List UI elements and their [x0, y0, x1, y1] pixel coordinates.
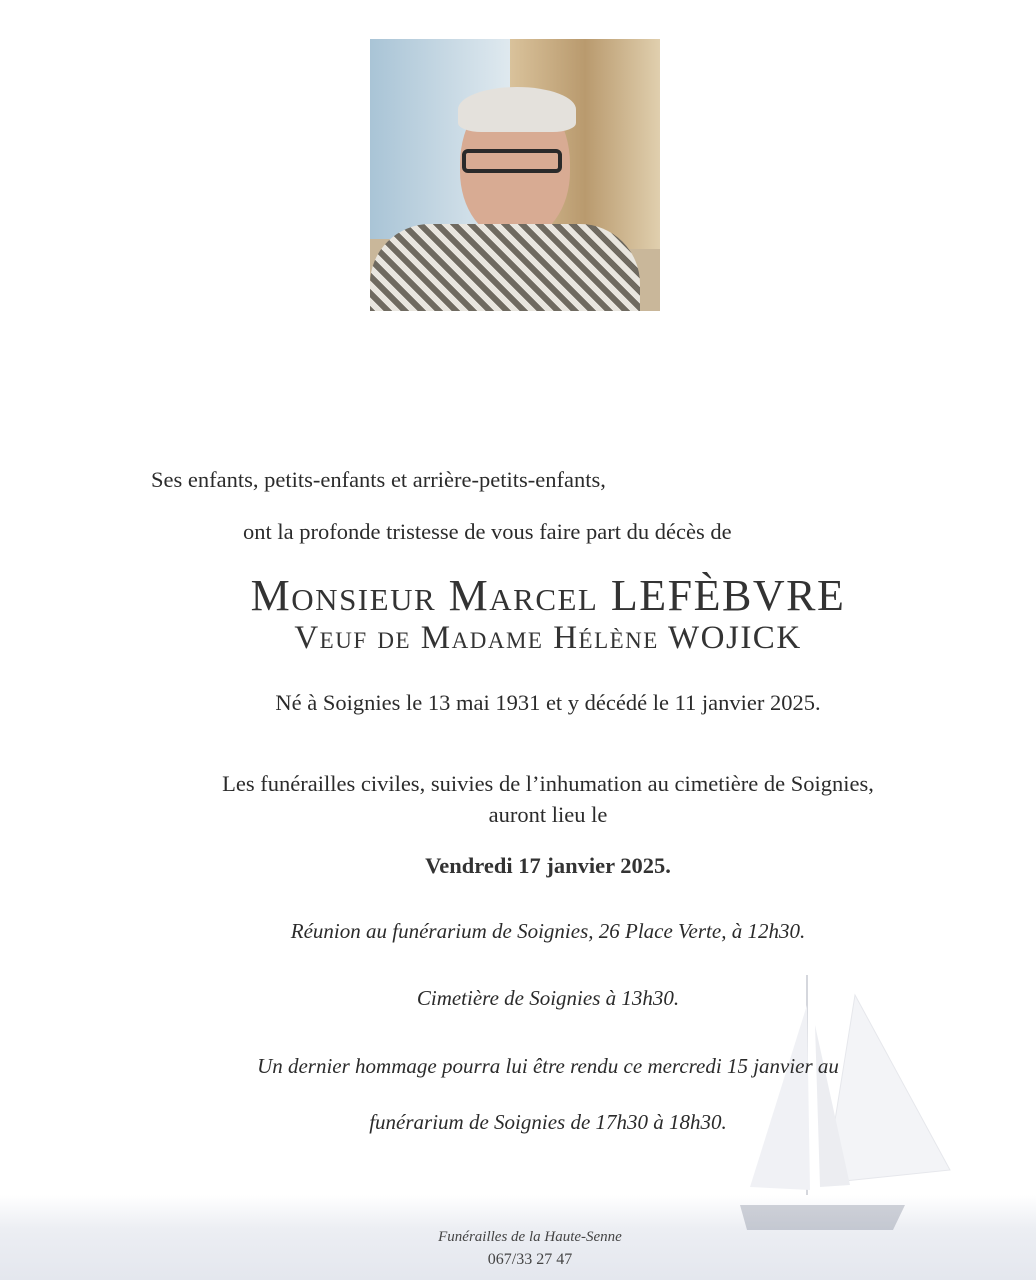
funeral-line-2: auront lieu le	[488, 802, 608, 827]
cemetery-info: Cimetière de Soignies à 13h30.	[416, 986, 680, 1010]
deceased-name	[30, 570, 1036, 621]
intro-line-2: ont la profonde tristesse de vous faire part du décès de	[243, 519, 732, 544]
intro-line-1: Ses enfants, petits-enfants et arrière-petits-enfants,	[151, 467, 606, 492]
funeral-date: Vendredi 17 janvier 2025.	[425, 853, 671, 878]
tribute-line-1: Un dernier hommage pourra lui être rendu ce mercredi 15 janvier au	[257, 1054, 839, 1078]
footer-company: Funérailles de la Haute-Senne	[438, 1229, 622, 1245]
name-prefix: Monsieur Marcel	[250, 571, 599, 620]
funeral-line-1: Les funérailles civiles, suivies de l’inhumation au cimetière de Soignies,	[222, 771, 874, 796]
spouse-name	[30, 620, 1036, 657]
meeting-info: Réunion au funérarium de Soignies, 26 Place Verte, à 12h30.	[290, 919, 806, 943]
tribute-line-2: funérarium de Soignies de 17h30 à 18h30.	[369, 1110, 727, 1134]
portrait-photo	[370, 39, 660, 311]
name-surname: LEFÈBVRE	[610, 571, 846, 620]
birth-death-dates: Né à Soignies le 13 mai 1931 et y décédé le 11 janvier 2025.	[275, 690, 821, 715]
spouse-surname: WOJICK	[668, 620, 802, 656]
spouse-prefix: Veuf de Madame Hélène	[294, 620, 659, 656]
footer-phone: 067/33 27 47	[487, 1251, 573, 1268]
